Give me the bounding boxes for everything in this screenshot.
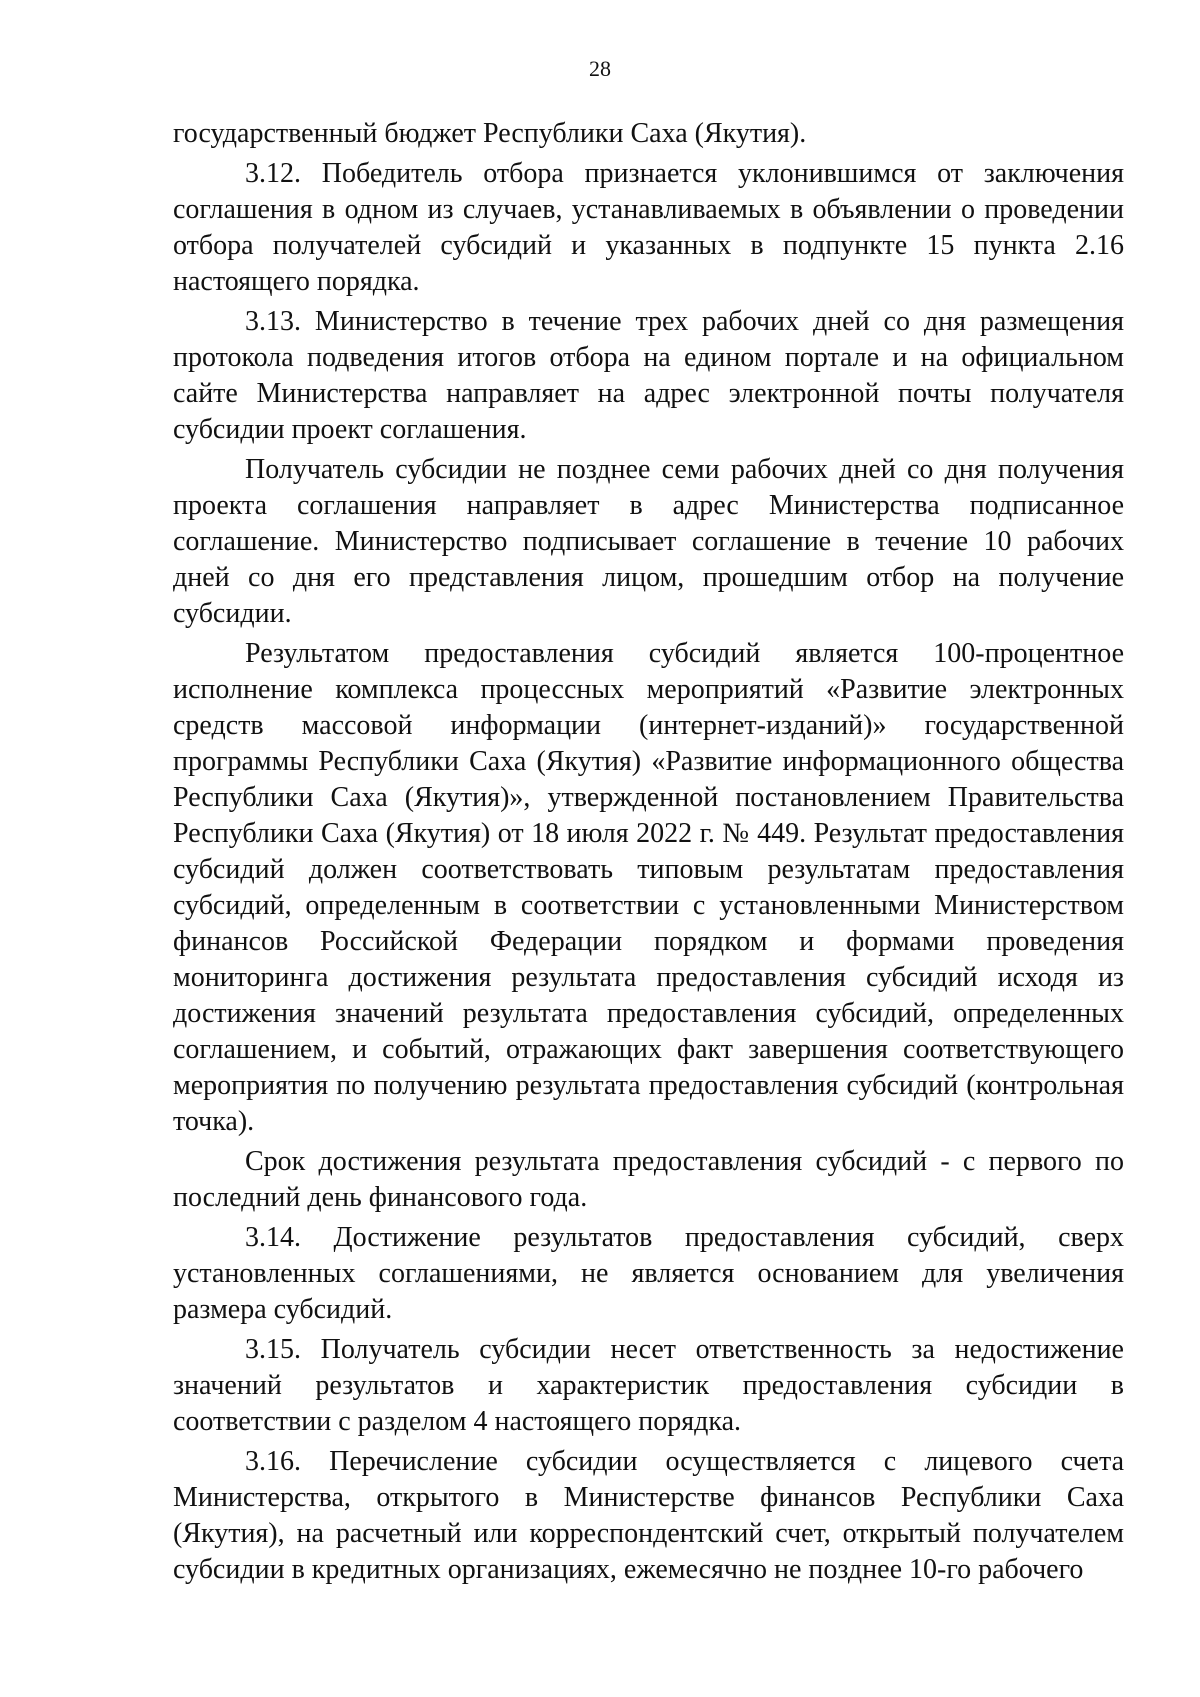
document-body <box>173 116 1124 1592</box>
paragraph-subsidy-result: Результатом предоставления субсидий является 100-процентное исполнение комплекса процессных мероприятий «Развитие электронных средств массовой информации (интернет-изданий)» государственной программы Республики Саха (Якутия) «Развитие информационного общества Республики Саха (Якутия)», утвержденной постановлением Правительства Республики Саха (Якутия) от 18 июля 2022 г. № 449. Результат предоставления субсидий должен соответствовать типовым результатам предоставления субсидий, определенным в соответствии с установленными Министерством финансов Российской Федерации порядком и формами проведения мониторинга достижения результата предоставления субсидий исходя из достижения значений результата предоставления субсидий, определенных соглашением, и событий, отражающих факт завершения соответствующего мероприятия по получению результата предоставления субсидий (контрольная точка). <box>173 638 1124 1137</box>
paragraph-3-13: 3.13. Министерство в течение трех рабочих дней со дня размещения протокола подведения итогов отбора на едином портале и на официальном сайте Министерства направляет на адрес электронной почты получателя субсидии проект соглашения. <box>173 306 1124 445</box>
paragraph-3-16: 3.16. Перечисление субсидии осуществляется с лицевого счета Министерства, открытого в Министерстве финансов Республики Саха (Якутия), на расчетный или корреспондентский счет, открытый получателем субсидии в кредитных организациях, ежемесячно не позднее 10-го рабочего <box>173 1446 1124 1585</box>
paragraph-agreement-signing: Получатель субсидии не позднее семи рабочих дней со дня получения проекта соглашения направляет в адрес Министерства подписанное соглашение. Министерство подписывает соглашение в течение 10 рабочих дней со дня его представления лицом, прошедшим отбор на получение субсидии. <box>173 454 1124 629</box>
paragraph-result-deadline: Срок достижения результата предоставления субсидий - с первого по последний день финансового года. <box>173 1146 1124 1213</box>
paragraph-budget-continuation: государственный бюджет Республики Саха (Якутия). <box>173 118 807 149</box>
page-number: 28 <box>589 56 611 81</box>
paragraph-3-15: 3.15. Получатель субсидии несет ответственность за недостижение значений результатов и характеристик предоставления субсидии в соответствии с разделом 4 настоящего порядка. <box>173 1334 1124 1437</box>
paragraph-3-14: 3.14. Достижение результатов предоставления субсидий, сверх установленных соглашениями, не является основанием для увеличения размера субсидий. <box>173 1222 1124 1325</box>
paragraph-3-12: 3.12. Победитель отбора признается уклонившимся от заключения соглашения в одном из случаев, устанавливаемых в объявлении о проведении отбора получателей субсидий и указанных в подпункте 15 пункта 2.16 настоящего порядка. <box>173 158 1124 297</box>
